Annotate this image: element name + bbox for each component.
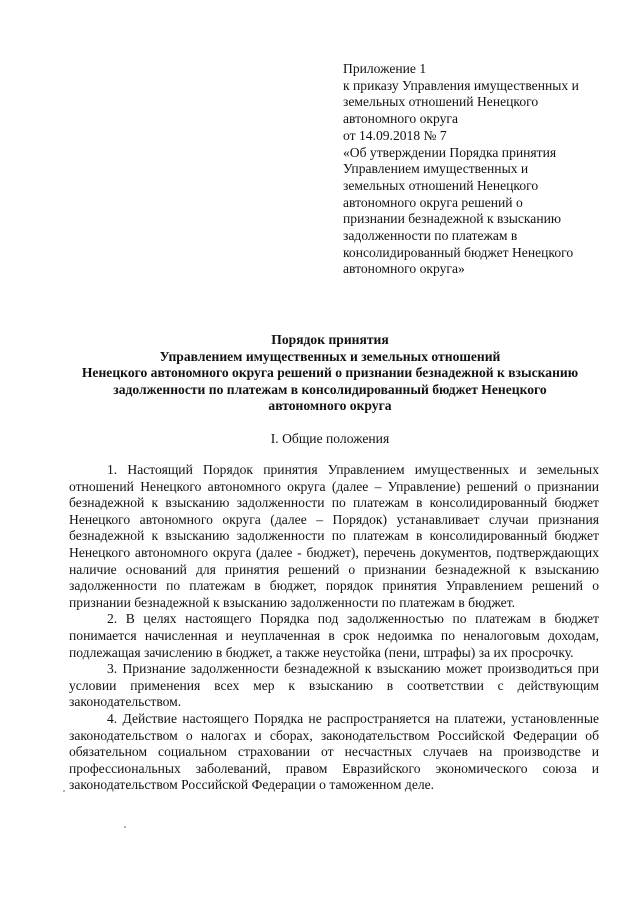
- appendix-block: [343, 61, 603, 278]
- paragraph-4: 4. Действие настоящего Порядка не распространяется на платежи, установленные законодательством о налогах и сборах, законодательством Российской Федерации об обязательном социальном страховании от несчастных случаев на производстве и профессиональных заболеваний, правом Евразийского экономического союза и законодательством Российской Федерации о таможенном деле.: [69, 710, 599, 793]
- appendix-line: Приложение 1: [343, 61, 427, 76]
- appendix-line: к приказу Управления имущественных и: [343, 77, 579, 93]
- title-line: Ненецкого автономного округа решений о признании безнадежной к взысканию: [81, 365, 579, 381]
- title-line: Управлением имущественных и земельных отношений: [159, 348, 501, 364]
- appendix-line: от 14.09.2018 № 7: [343, 127, 447, 143]
- appendix-line: Управлением имущественных и: [343, 161, 529, 177]
- appendix-line: автономного округа: [343, 111, 459, 127]
- title-line: задолженности по платежам в консолидированный бюджет Ненецкого: [113, 381, 547, 397]
- paragraph-3: 3. Признание задолженности безнадежной к взысканию может производиться при условии применения всех мер к взысканию в соответствии с действующим законодательством.: [69, 661, 599, 710]
- appendix-line: задолженности по платежам в: [343, 228, 518, 244]
- appendix-line: автономного округа решений о: [343, 194, 523, 210]
- title-line: автономного округа: [268, 398, 392, 414]
- paragraph-2: 2. В целях настоящего Порядка под задолженностью по платежам в бюджет понимается начисленная и неуплаченная в срок недоимка по неналоговым доходам, подлежащая зачислению в бюджет, а также неустойка (пени, штрафы) за их просрочку.: [69, 611, 599, 660]
- appendix-line: консолидированный бюджет Ненецкого: [343, 244, 574, 260]
- appendix-line: земельных отношений Ненецкого: [343, 177, 539, 193]
- appendix-line: земельных отношений Ненецкого: [343, 94, 539, 110]
- paragraph-1: 1. Настоящий Порядок принятия Управлением имущественных и земельных отношений Ненецкого автономного округа (далее – Управление) решений о признании безнадежной к взысканию задолженности по платежам в консолидированный бюджет Ненецкого автономного округа (далее – Порядок) устанавливает случаи признания безнадежной к взысканию задолженности по платежам в консолидированный бюджет Ненецкого автономного округа (далее - бюджет), перечень документов, подтверждающих наличие оснований для принятия решений о признании безнадежной к взысканию задолженности по платежам в бюджет, порядок принятия Управлением решений о признании безнадежной к взысканию задолженности по платежам в бюджет.: [69, 462, 599, 610]
- appendix-line: автономного округа»: [343, 261, 465, 277]
- appendix-line: признании безнадежной к взысканию: [343, 211, 562, 227]
- document-title: [60, 332, 600, 415]
- scan-artifact: [124, 826, 126, 828]
- appendix-line: «Об утверждении Порядка принятия: [343, 144, 557, 160]
- document-body: [69, 462, 599, 794]
- scan-artifact: [63, 790, 65, 792]
- section-heading: I. Общие положения: [270, 431, 390, 446]
- title-line: Порядок принятия: [271, 332, 389, 347]
